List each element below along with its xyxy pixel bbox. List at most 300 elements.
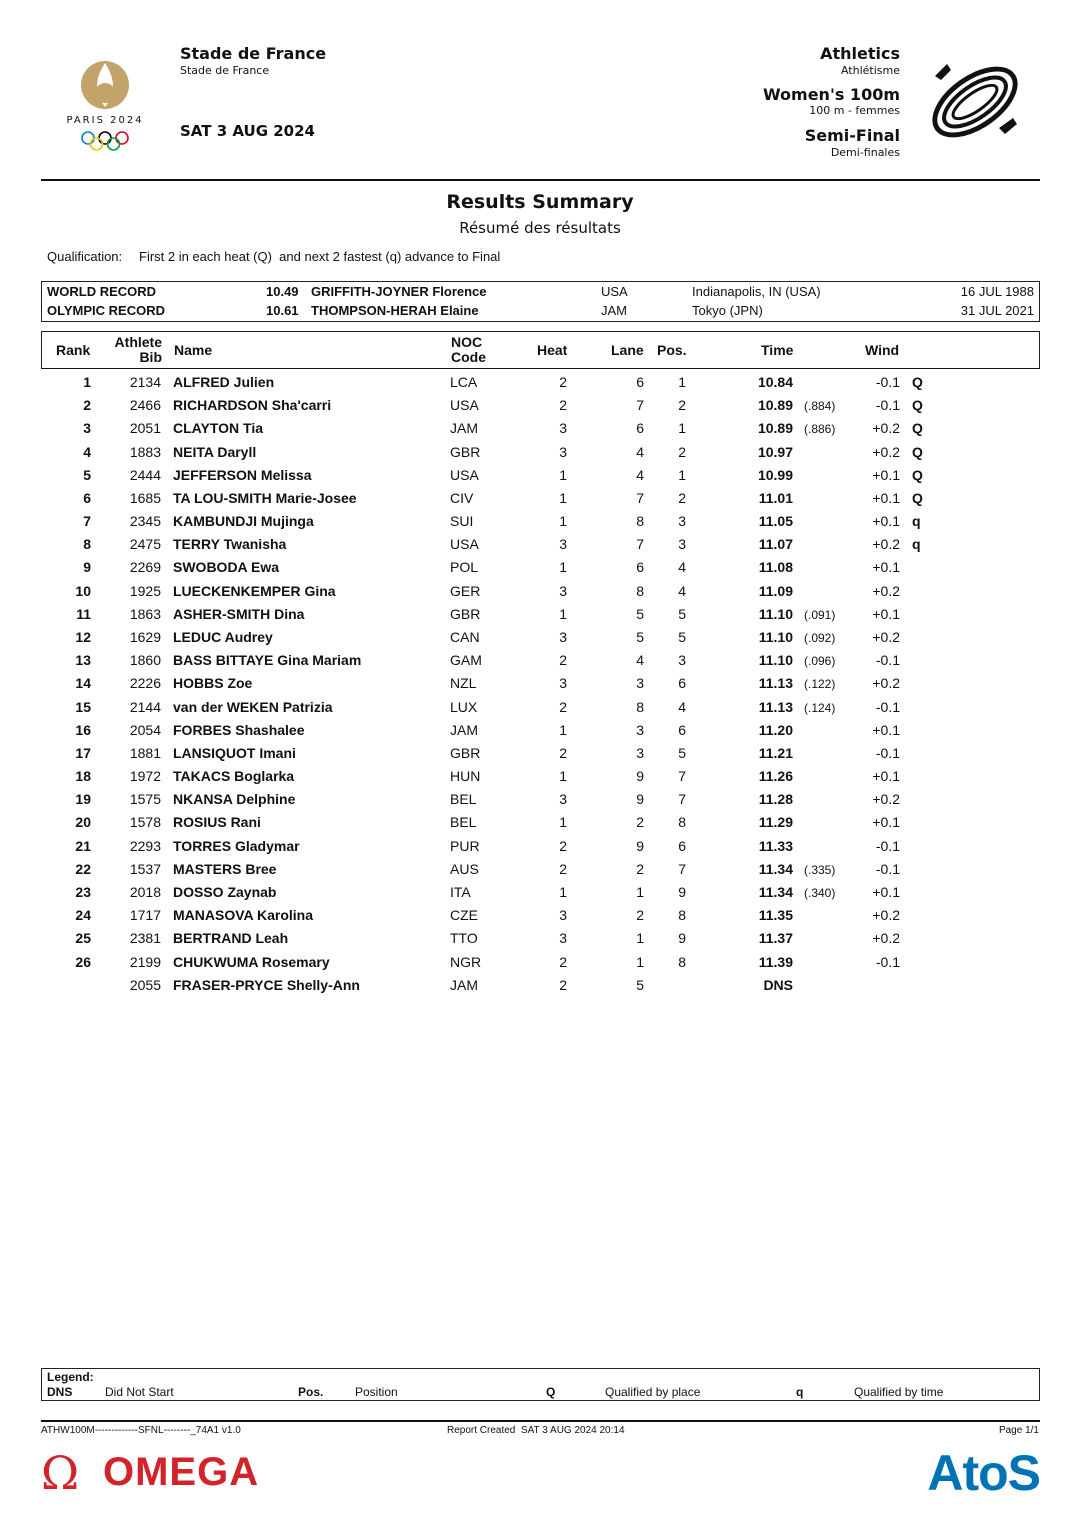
table-row	[41, 648, 1040, 671]
results-table-header	[41, 331, 1040, 369]
cell-lane: 1	[636, 883, 644, 900]
cell-noc: BEL	[450, 814, 477, 831]
cell-pos: 2	[678, 443, 686, 460]
cell-athlete-name: TAKACS Boglarka	[173, 768, 295, 785]
record-time: 10.49	[266, 284, 299, 299]
table-row	[41, 393, 1040, 416]
report-created: Report Created SAT 3 AUG 2024 20:14	[447, 1425, 625, 1436]
cell-time: 10.97	[757, 443, 793, 460]
col-name: Name	[174, 342, 213, 358]
cell-time: 11.29	[758, 814, 793, 831]
cell-wind: -0.1	[875, 744, 900, 761]
cell-rank: 10	[75, 582, 91, 599]
sport-sub: Athlétisme	[840, 64, 900, 77]
omega-wordmark: OMEGA	[103, 1450, 260, 1494]
cell-bib: 2381	[129, 930, 161, 947]
cell-time-diff: (.884)	[804, 399, 836, 414]
qualification-text: First 2 in each heat (Q) and next 2 fastest (q) advance to Final	[139, 249, 501, 264]
cell-heat: 1	[559, 721, 567, 738]
table-row	[41, 602, 1040, 625]
record-holder: THOMPSON-HERAH Elaine	[311, 303, 479, 318]
col-wind: Wind	[865, 342, 900, 358]
cell-noc: JAM	[450, 420, 478, 437]
cell-noc: GBR	[450, 605, 481, 622]
record-noc: JAM	[601, 303, 627, 318]
cell-time-diff: (.335)	[804, 862, 836, 877]
col-noc-line1: NOC	[451, 334, 483, 350]
cell-lane: 1	[636, 930, 644, 947]
cell-lane: 6	[636, 420, 644, 437]
cell-lane: 4	[636, 466, 644, 483]
cell-athlete-name: SWOBODA Ewa	[173, 559, 280, 576]
cell-rank: 23	[75, 883, 91, 900]
cell-time: 11.35	[758, 907, 793, 924]
cell-wind: +0.2	[872, 582, 900, 599]
cell-time: 11.21	[758, 744, 793, 761]
cell-bib: 2144	[129, 698, 161, 715]
cell-noc: JAM	[450, 976, 478, 993]
cell-pos: 2	[678, 397, 686, 414]
cell-lane: 7	[636, 397, 644, 414]
cell-wind: +0.1	[872, 814, 900, 831]
cell-athlete-name: TORRES Gladymar	[173, 837, 300, 854]
cell-bib: 2345	[129, 513, 161, 530]
cell-rank: 6	[83, 489, 91, 506]
cell-qualification: Q	[912, 489, 923, 506]
cell-athlete-name: ROSIUS Rani	[173, 814, 261, 831]
cell-lane: 3	[636, 675, 644, 692]
record-place: Tokyo (JPN)	[692, 303, 763, 318]
cell-wind: +0.2	[872, 930, 900, 947]
cell-heat: 3	[559, 536, 567, 553]
cell-bib: 1883	[129, 443, 161, 460]
sport-name: Athletics	[820, 44, 900, 63]
cell-athlete-name: HOBBS Zoe	[173, 675, 253, 692]
cell-athlete-name: MASTERS Bree	[173, 860, 277, 877]
cell-athlete-name: BERTRAND Leah	[173, 930, 289, 947]
legend-title: Legend:	[47, 1370, 94, 1384]
cell-noc: PUR	[450, 837, 480, 854]
cell-bib: 2226	[129, 675, 161, 692]
table-row	[41, 718, 1040, 741]
olympic-record-row	[42, 301, 1039, 320]
cell-rank: 19	[75, 791, 91, 808]
cell-athlete-name: MANASOVA Karolina	[173, 907, 314, 924]
cell-lane: 2	[636, 907, 644, 924]
cell-lane: 8	[636, 582, 644, 599]
cell-athlete-name: van der WEKEN Patrizia	[173, 698, 333, 715]
cell-heat: 2	[559, 698, 567, 715]
event-name: Women's 100m	[762, 85, 900, 104]
legend-text: Qualified by place	[605, 1385, 701, 1399]
cell-lane: 3	[636, 721, 644, 738]
cell-noc: GER	[450, 582, 481, 599]
cell-heat: 3	[559, 930, 567, 947]
cell-rank: 15	[75, 698, 91, 715]
cell-rank: 1	[83, 374, 91, 390]
table-row	[41, 579, 1040, 602]
cell-noc: AUS	[450, 860, 479, 877]
cell-qualification: Q	[912, 420, 923, 437]
header-divider	[41, 179, 1040, 181]
cell-heat: 1	[559, 466, 567, 483]
cell-bib: 1860	[129, 652, 161, 669]
cell-noc: GBR	[450, 443, 481, 460]
cell-wind: -0.1	[875, 953, 900, 970]
venue-sub: Stade de France	[180, 64, 270, 77]
cell-bib: 2018	[129, 883, 161, 900]
legend-text: Position	[355, 1385, 398, 1399]
cell-time: 11.07	[758, 536, 793, 553]
cell-bib: 1717	[129, 907, 161, 924]
cell-rank: 2	[83, 397, 91, 414]
cell-wind: -0.1	[875, 397, 900, 414]
cell-noc: JAM	[450, 721, 478, 738]
cell-pos: 8	[678, 907, 686, 924]
cell-noc: USA	[450, 466, 479, 483]
cell-noc: USA	[450, 397, 479, 414]
cell-rank: 18	[75, 768, 91, 785]
cell-rank: 14	[75, 675, 91, 692]
cell-wind: +0.2	[872, 675, 900, 692]
cell-lane: 1	[636, 953, 644, 970]
cell-lane: 8	[636, 513, 644, 530]
table-row	[41, 532, 1040, 555]
cell-bib: 2051	[129, 420, 161, 437]
phase-sub: Demi-finales	[830, 146, 900, 159]
cell-athlete-name: TERRY Twanisha	[173, 536, 287, 553]
records-box	[41, 281, 1040, 322]
cell-heat: 3	[559, 628, 567, 645]
cell-heat: 2	[559, 374, 567, 390]
cell-pos: 1	[678, 374, 686, 390]
event-sub: 100 m - femmes	[809, 104, 900, 117]
cell-bib: 2293	[129, 837, 161, 854]
table-row	[41, 671, 1040, 694]
cell-noc: GAM	[450, 652, 482, 669]
legend-box	[41, 1368, 1040, 1401]
cell-noc: NZL	[450, 675, 477, 692]
cell-pos: 1	[678, 420, 686, 437]
cell-bib: 1972	[129, 768, 161, 785]
event-date: SAT 3 AUG 2024	[180, 122, 315, 140]
cell-lane: 9	[636, 768, 644, 785]
cell-lane: 9	[636, 837, 644, 854]
cell-time: 10.89	[757, 397, 793, 414]
col-heat: Heat	[537, 342, 568, 358]
record-place: Indianapolis, IN (USA)	[692, 284, 821, 299]
cell-wind: +0.2	[872, 536, 900, 553]
cell-pos: 4	[678, 559, 686, 576]
cell-noc: USA	[450, 536, 479, 553]
cell-time: 11.09	[758, 582, 793, 599]
cell-athlete-name: KAMBUNDJI Mujinga	[173, 513, 314, 530]
cell-rank: 20	[75, 814, 91, 831]
cell-pos: 4	[678, 582, 686, 599]
olympic-rings-icon	[80, 131, 130, 151]
col-bib-line1: Athlete	[114, 334, 162, 350]
cell-wind: +0.1	[872, 559, 900, 576]
cell-athlete-name: LANSIQUOT Imani	[173, 744, 296, 761]
table-header-underline	[41, 368, 1040, 369]
table-row	[41, 509, 1040, 532]
cell-time: DNS	[763, 976, 793, 993]
cell-heat: 2	[559, 744, 567, 761]
table-row	[41, 787, 1040, 810]
cell-time-diff: (.124)	[804, 700, 836, 715]
table-row	[41, 695, 1040, 718]
cell-rank: 17	[75, 744, 91, 761]
atos-logo	[927, 1444, 1040, 1502]
cell-pos: 3	[678, 652, 686, 669]
cell-qualification: Q	[912, 397, 923, 414]
table-row	[41, 486, 1040, 509]
cell-time: 11.01	[758, 489, 793, 506]
cell-bib: 2444	[129, 466, 161, 483]
cell-wind: +0.1	[872, 605, 900, 622]
cell-rank: 4	[83, 443, 91, 460]
cell-rank: 26	[75, 953, 91, 970]
cell-rank: 16	[75, 721, 91, 738]
cell-wind: -0.1	[875, 837, 900, 854]
table-row	[41, 810, 1040, 833]
col-pos: Pos.	[657, 342, 687, 358]
cell-rank: 3	[83, 420, 91, 437]
cell-time: 10.99	[757, 466, 793, 483]
cell-athlete-name: ALFRED Julien	[173, 374, 275, 390]
cell-pos: 6	[678, 837, 686, 854]
table-row	[41, 555, 1040, 578]
legend-code: Q	[546, 1385, 556, 1399]
cell-pos: 9	[678, 883, 686, 900]
cell-time: 11.39	[758, 953, 793, 970]
cell-bib: 2054	[129, 721, 161, 738]
cell-noc: GBR	[450, 744, 481, 761]
cell-time: 11.05	[758, 513, 793, 530]
cell-noc: POL	[450, 559, 479, 576]
cell-bib: 1685	[129, 489, 161, 506]
cell-wind: +0.1	[872, 721, 900, 738]
record-label: WORLD RECORD	[47, 284, 157, 299]
cell-noc: SUI	[450, 513, 474, 530]
cell-lane: 5	[636, 628, 644, 645]
table-row	[41, 741, 1040, 764]
cell-qualification: Q	[912, 443, 923, 460]
cell-athlete-name: DOSSO Zaynab	[173, 883, 277, 900]
cell-pos: 6	[678, 721, 686, 738]
cell-noc: CAN	[450, 628, 480, 645]
page-subtitle: Résumé des résultats	[459, 219, 621, 237]
cell-heat: 2	[559, 652, 567, 669]
table-row	[41, 440, 1040, 463]
cell-rank: 25	[75, 930, 91, 947]
cell-time-diff: (.096)	[804, 654, 836, 669]
world-record-row	[42, 282, 1039, 301]
cell-pos: 2	[678, 489, 686, 506]
cell-rank: 8	[83, 536, 91, 553]
cell-heat: 1	[559, 883, 567, 900]
record-noc: USA	[601, 284, 628, 299]
cell-pos: 5	[678, 605, 686, 622]
cell-lane: 5	[636, 605, 644, 622]
cell-time: 11.10	[758, 605, 793, 622]
table-row	[41, 416, 1040, 439]
cell-bib: 2269	[129, 559, 161, 576]
cell-noc: NGR	[450, 953, 482, 970]
cell-lane: 9	[636, 791, 644, 808]
cell-time: 10.84	[757, 374, 793, 390]
cell-qualification: q	[912, 513, 921, 530]
cell-wind: +0.2	[872, 907, 900, 924]
document-code: ATHW100M-------------SFNL--------_74A1 v1.0	[41, 1425, 241, 1436]
page-number: Page 1/1	[998, 1425, 1039, 1436]
cell-bib: 2199	[129, 953, 161, 970]
cell-athlete-name: FRASER-PRYCE Shelly-Ann	[173, 976, 360, 993]
cell-heat: 2	[559, 397, 567, 414]
cell-heat: 2	[559, 860, 567, 877]
omega-symbol-icon: Ω	[41, 1446, 80, 1500]
cell-time: 11.37	[758, 930, 793, 947]
cell-lane: 7	[636, 489, 644, 506]
cell-time: 11.26	[758, 768, 793, 785]
cell-wind: -0.1	[875, 860, 900, 877]
cell-pos: 1	[678, 466, 686, 483]
col-bib-line2: Bib	[139, 349, 162, 365]
cell-wind: +0.1	[872, 768, 900, 785]
cell-athlete-name: NEITA Daryll	[173, 443, 257, 460]
cell-wind: +0.2	[872, 420, 900, 437]
cell-wind: -0.1	[875, 652, 900, 669]
cell-heat: 1	[559, 814, 567, 831]
cell-heat: 3	[559, 791, 567, 808]
cell-bib: 2475	[129, 536, 161, 553]
cell-heat: 2	[559, 837, 567, 854]
cell-pos: 3	[678, 513, 686, 530]
cell-lane: 5	[636, 976, 644, 993]
cell-noc: CIV	[450, 489, 474, 506]
col-noc-line2: Code	[451, 349, 486, 365]
cell-rank: 24	[75, 907, 91, 924]
cell-lane: 2	[636, 814, 644, 831]
cell-athlete-name: FORBES Shashalee	[173, 721, 305, 738]
cell-heat: 3	[559, 907, 567, 924]
legend-code: DNS	[47, 1385, 73, 1399]
table-row	[41, 857, 1040, 880]
cell-pos: 7	[678, 768, 686, 785]
legend-code: q	[796, 1385, 804, 1399]
cell-wind: +0.2	[872, 791, 900, 808]
legend-text: Qualified by time	[854, 1385, 944, 1399]
cell-time: 11.08	[758, 559, 793, 576]
cell-time: 11.20	[758, 721, 793, 738]
cell-time: 11.28	[758, 791, 793, 808]
cell-heat: 3	[559, 420, 567, 437]
cell-lane: 6	[636, 559, 644, 576]
cell-athlete-name: LEDUC Audrey	[173, 628, 273, 645]
cell-noc: CZE	[450, 907, 478, 924]
cell-bib: 1863	[129, 605, 161, 622]
cell-qualification: q	[912, 536, 921, 553]
cell-noc: LCA	[450, 374, 478, 390]
cell-rank: 5	[83, 466, 91, 483]
cell-time: 11.13	[758, 698, 793, 715]
footer-divider	[41, 1420, 1040, 1422]
cell-pos: 5	[678, 628, 686, 645]
cell-time: 11.10	[758, 628, 793, 645]
cell-bib: 2466	[129, 397, 161, 414]
cell-lane: 4	[636, 443, 644, 460]
logo-text: PARIS 2024	[66, 115, 144, 126]
record-label: OLYMPIC RECORD	[47, 303, 165, 318]
cell-bib: 1578	[129, 814, 161, 831]
cell-lane: 2	[636, 860, 644, 877]
cell-heat: 2	[559, 976, 567, 993]
record-holder: GRIFFITH-JOYNER Florence	[311, 284, 487, 299]
cell-time: 11.13	[758, 675, 793, 692]
cell-time: 10.89	[757, 420, 793, 437]
cell-athlete-name: CLAYTON Tia	[173, 420, 263, 437]
cell-pos: 9	[678, 930, 686, 947]
cell-time-diff: (.092)	[804, 630, 836, 645]
cell-heat: 1	[559, 768, 567, 785]
cell-time: 11.34	[758, 860, 793, 877]
cell-heat: 3	[559, 443, 567, 460]
cell-wind: -0.1	[875, 374, 900, 390]
qualification-label: Qualification:	[47, 249, 123, 264]
cell-athlete-name: TA LOU-SMITH Marie-Josee	[173, 489, 357, 506]
cell-wind: +0.1	[872, 489, 900, 506]
legend-text: Did Not Start	[105, 1385, 174, 1399]
table-row	[41, 903, 1040, 926]
cell-rank: 7	[83, 513, 91, 530]
cell-lane: 7	[636, 536, 644, 553]
cell-time-diff: (.340)	[804, 885, 836, 900]
cell-wind: +0.2	[872, 443, 900, 460]
cell-noc: LUX	[450, 698, 478, 715]
venue-name: Stade de France	[180, 44, 327, 63]
cell-lane: 3	[636, 744, 644, 761]
cell-time-diff: (.886)	[804, 422, 836, 437]
atos-wordmark: AtoS	[927, 1445, 1040, 1501]
table-row	[41, 463, 1040, 486]
cell-time: 11.34	[758, 883, 793, 900]
cell-lane: 6	[636, 374, 644, 390]
cell-rank: 21	[75, 837, 91, 854]
cell-noc: TTO	[450, 930, 478, 947]
cell-qualification: Q	[912, 466, 923, 483]
phase-name: Semi-Final	[804, 126, 900, 145]
cell-wind: +0.2	[872, 628, 900, 645]
record-date: 16 JUL 1988	[960, 284, 1034, 299]
cell-heat: 1	[559, 513, 567, 530]
cell-time: 11.33	[758, 837, 793, 854]
cell-noc: HUN	[450, 768, 481, 785]
cell-pos: 4	[678, 698, 686, 715]
col-rank: Rank	[56, 342, 91, 358]
cell-rank: 13	[75, 652, 91, 669]
table-row	[41, 950, 1040, 973]
cell-heat: 3	[559, 675, 567, 692]
cell-time-diff: (.122)	[804, 677, 836, 692]
cell-pos: 3	[678, 536, 686, 553]
cell-pos: 6	[678, 675, 686, 692]
cell-pos: 8	[678, 814, 686, 831]
col-time: Time	[761, 342, 794, 358]
cell-rank: 12	[75, 628, 91, 645]
cell-bib: 1881	[129, 744, 161, 761]
cell-heat: 1	[559, 489, 567, 506]
table-row	[41, 880, 1040, 903]
